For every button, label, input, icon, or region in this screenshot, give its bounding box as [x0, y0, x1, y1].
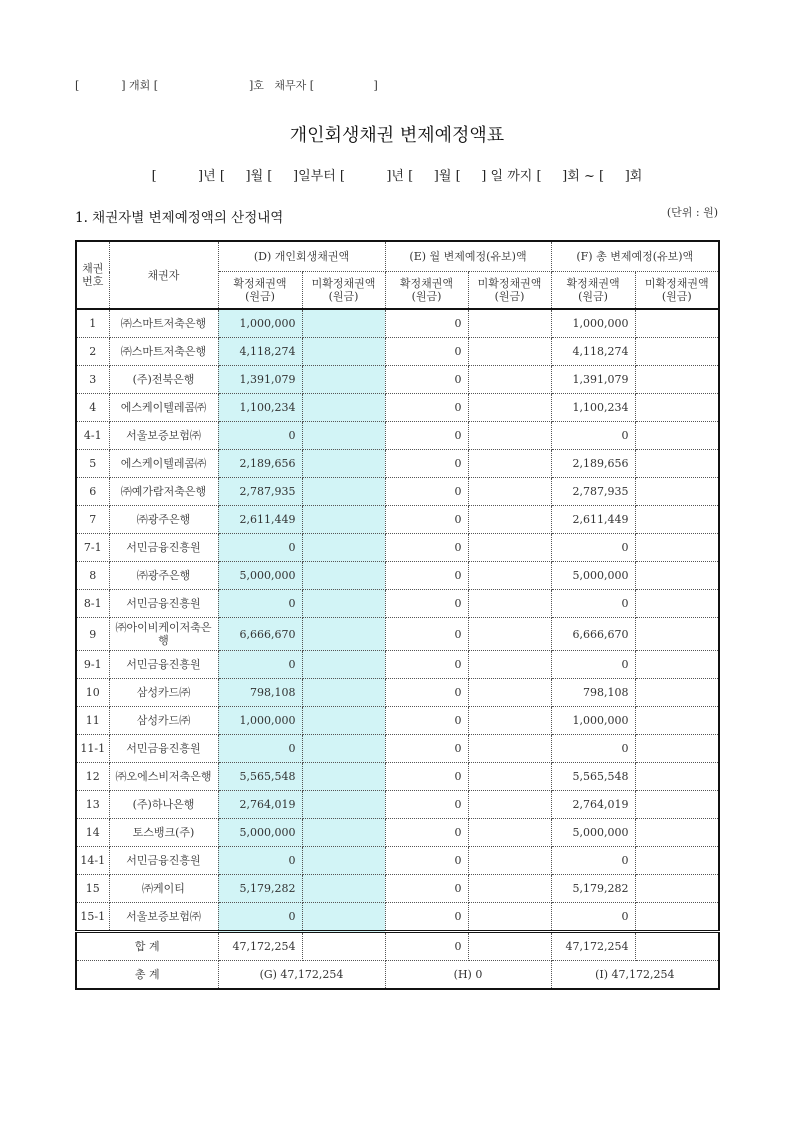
- e-confirmed: 0: [385, 366, 468, 394]
- header-e-unconfirmed: 미확정채권액 (원금): [468, 272, 551, 310]
- header-no: 채권 번호: [76, 241, 109, 309]
- table-row: [76, 903, 719, 932]
- d-confirmed: 0: [218, 590, 302, 618]
- row-no: 7: [76, 506, 109, 534]
- d-confirmed: 5,000,000: [218, 819, 302, 847]
- f-unconfirmed: [635, 534, 719, 562]
- d-confirmed: 2,611,449: [218, 506, 302, 534]
- d-confirmed: 5,179,282: [218, 875, 302, 903]
- e-confirmed: 0: [385, 735, 468, 763]
- d-confirmed: 0: [218, 534, 302, 562]
- table-row: [76, 394, 719, 422]
- table-row: [76, 562, 719, 590]
- e-unconfirmed: [468, 534, 551, 562]
- e-unconfirmed: [468, 478, 551, 506]
- f-confirmed: 4,118,274: [551, 338, 635, 366]
- e-unconfirmed: [468, 450, 551, 478]
- e-unconfirmed: [468, 847, 551, 875]
- f-unconfirmed: [635, 847, 719, 875]
- e-confirmed: 0: [385, 478, 468, 506]
- f-unconfirmed: [635, 478, 719, 506]
- table-row: [76, 506, 719, 534]
- f-confirmed: 1,100,234: [551, 394, 635, 422]
- row-no: 12: [76, 763, 109, 791]
- repayment-table: [75, 240, 720, 990]
- subtotal-e-unconf: [468, 932, 551, 961]
- row-creditor: ㈜아이비케이저축은행: [109, 618, 218, 651]
- table-row: [76, 534, 719, 562]
- period-line: [ ]년 [ ]월 [ ]일부터 [ ]년 [ ]월 [ ] 일 까지 [ ]회 ~ [ ]회: [151, 169, 643, 184]
- table-row: [76, 735, 719, 763]
- e-unconfirmed: [468, 707, 551, 735]
- f-unconfirmed: [635, 562, 719, 590]
- d-unconfirmed: [302, 735, 385, 763]
- f-confirmed: 2,787,935: [551, 478, 635, 506]
- e-confirmed: 0: [385, 338, 468, 366]
- e-confirmed: 0: [385, 562, 468, 590]
- table-row: [76, 309, 719, 338]
- d-unconfirmed: [302, 506, 385, 534]
- row-no: 4: [76, 394, 109, 422]
- d-unconfirmed: [302, 534, 385, 562]
- e-confirmed: 0: [385, 875, 468, 903]
- d-unconfirmed: [302, 450, 385, 478]
- row-creditor: 에스케이텔레콤㈜: [109, 394, 218, 422]
- f-unconfirmed: [635, 590, 719, 618]
- table-row: [76, 478, 719, 506]
- f-unconfirmed: [635, 791, 719, 819]
- total-label: 총 계: [76, 961, 218, 990]
- table-row: [76, 618, 719, 651]
- d-confirmed: 798,108: [218, 679, 302, 707]
- f-unconfirmed: [635, 819, 719, 847]
- e-unconfirmed: [468, 562, 551, 590]
- row-no: 15: [76, 875, 109, 903]
- e-unconfirmed: [468, 763, 551, 791]
- e-unconfirmed: [468, 819, 551, 847]
- f-confirmed: 2,764,019: [551, 791, 635, 819]
- row-creditor: ㈜케이티: [109, 875, 218, 903]
- d-confirmed: 2,189,656: [218, 450, 302, 478]
- total-g: (G) 47,172,254: [218, 961, 385, 990]
- table-row: [76, 707, 719, 735]
- table-row: [76, 450, 719, 478]
- f-confirmed: 6,666,670: [551, 618, 635, 651]
- f-unconfirmed: [635, 506, 719, 534]
- row-creditor: 서민금융진흥원: [109, 847, 218, 875]
- d-unconfirmed: [302, 478, 385, 506]
- subtotal-label: 합 계: [76, 932, 218, 961]
- row-creditor: ㈜예가람저축은행: [109, 478, 218, 506]
- row-no: 6: [76, 478, 109, 506]
- e-confirmed: 0: [385, 394, 468, 422]
- table-row: [76, 819, 719, 847]
- d-unconfirmed: [302, 562, 385, 590]
- d-unconfirmed: [302, 309, 385, 338]
- row-no: 10: [76, 679, 109, 707]
- row-no: 3: [76, 366, 109, 394]
- d-unconfirmed: [302, 394, 385, 422]
- total-i: (I) 47,172,254: [551, 961, 719, 990]
- e-confirmed: 0: [385, 903, 468, 932]
- f-confirmed: 1,391,079: [551, 366, 635, 394]
- row-creditor: ㈜오에스비저축은행: [109, 763, 218, 791]
- header-creditor: 채권자: [109, 241, 218, 309]
- f-unconfirmed: [635, 422, 719, 450]
- row-creditor: 서민금융진흥원: [109, 735, 218, 763]
- d-confirmed: 0: [218, 847, 302, 875]
- e-unconfirmed: [468, 791, 551, 819]
- e-unconfirmed: [468, 875, 551, 903]
- e-unconfirmed: [468, 651, 551, 679]
- e-unconfirmed: [468, 394, 551, 422]
- unit-label: (단위 : 원): [666, 206, 718, 219]
- e-unconfirmed: [468, 309, 551, 338]
- table-row: [76, 338, 719, 366]
- subtotal-row: [76, 932, 719, 961]
- e-unconfirmed: [468, 618, 551, 651]
- e-confirmed: 0: [385, 618, 468, 651]
- row-no: 11-1: [76, 735, 109, 763]
- table-row: [76, 679, 719, 707]
- table-row: [76, 875, 719, 903]
- f-unconfirmed: [635, 618, 719, 651]
- d-unconfirmed: [302, 590, 385, 618]
- f-unconfirmed: [635, 309, 719, 338]
- f-confirmed: 0: [551, 534, 635, 562]
- f-unconfirmed: [635, 875, 719, 903]
- e-unconfirmed: [468, 338, 551, 366]
- d-unconfirmed: [302, 903, 385, 932]
- header-group-e: (E) 월 변제예정(유보)액: [385, 241, 551, 272]
- table-row: [76, 763, 719, 791]
- e-unconfirmed: [468, 903, 551, 932]
- d-unconfirmed: [302, 366, 385, 394]
- d-confirmed: 0: [218, 422, 302, 450]
- f-unconfirmed: [635, 651, 719, 679]
- table-row: [76, 590, 719, 618]
- d-unconfirmed: [302, 422, 385, 450]
- e-unconfirmed: [468, 422, 551, 450]
- d-unconfirmed: [302, 707, 385, 735]
- e-confirmed: 0: [385, 309, 468, 338]
- total-h: (H) 0: [385, 961, 551, 990]
- case-number-line: [ ] 개회 [ ]호 채무자 [ ]: [75, 79, 378, 92]
- e-confirmed: 0: [385, 506, 468, 534]
- e-unconfirmed: [468, 735, 551, 763]
- d-unconfirmed: [302, 875, 385, 903]
- e-confirmed: 0: [385, 422, 468, 450]
- row-no: 1: [76, 309, 109, 338]
- f-unconfirmed: [635, 735, 719, 763]
- row-no: 8: [76, 562, 109, 590]
- row-creditor: 서민금융진흥원: [109, 534, 218, 562]
- d-confirmed: 1,391,079: [218, 366, 302, 394]
- f-confirmed: 0: [551, 903, 635, 932]
- header-e-confirmed: 확정채권액 (원금): [385, 272, 468, 310]
- d-confirmed: 2,787,935: [218, 478, 302, 506]
- table-row: [76, 651, 719, 679]
- subtotal-d-unconf: [302, 932, 385, 961]
- header-f-confirmed: 확정채권액 (원금): [551, 272, 635, 310]
- row-no: 7-1: [76, 534, 109, 562]
- f-confirmed: 2,611,449: [551, 506, 635, 534]
- table-row: [76, 791, 719, 819]
- d-unconfirmed: [302, 651, 385, 679]
- f-unconfirmed: [635, 450, 719, 478]
- header-group-d: (D) 개인회생채권액: [218, 241, 385, 272]
- f-confirmed: 0: [551, 735, 635, 763]
- header-f-unconfirmed: 미확정채권액 (원금): [635, 272, 719, 310]
- d-confirmed: 0: [218, 651, 302, 679]
- row-creditor: 에스케이텔레콤㈜: [109, 450, 218, 478]
- d-confirmed: 5,565,548: [218, 763, 302, 791]
- e-unconfirmed: [468, 590, 551, 618]
- f-confirmed: 798,108: [551, 679, 635, 707]
- d-confirmed: 2,764,019: [218, 791, 302, 819]
- d-confirmed: 1,100,234: [218, 394, 302, 422]
- f-unconfirmed: [635, 394, 719, 422]
- f-confirmed: 0: [551, 422, 635, 450]
- d-unconfirmed: [302, 819, 385, 847]
- e-confirmed: 0: [385, 651, 468, 679]
- row-creditor: ㈜광주은행: [109, 562, 218, 590]
- d-confirmed: 4,118,274: [218, 338, 302, 366]
- e-unconfirmed: [468, 506, 551, 534]
- d-confirmed: 6,666,670: [218, 618, 302, 651]
- f-unconfirmed: [635, 903, 719, 932]
- e-unconfirmed: [468, 679, 551, 707]
- row-creditor: ㈜광주은행: [109, 506, 218, 534]
- row-creditor: 서울보증보험㈜: [109, 903, 218, 932]
- row-creditor: 삼성카드㈜: [109, 707, 218, 735]
- e-confirmed: 0: [385, 819, 468, 847]
- row-creditor: 서민금융진흥원: [109, 590, 218, 618]
- f-confirmed: 5,179,282: [551, 875, 635, 903]
- row-no: 2: [76, 338, 109, 366]
- row-creditor: ㈜스마트저축은행: [109, 338, 218, 366]
- row-no: 8-1: [76, 590, 109, 618]
- e-confirmed: 0: [385, 847, 468, 875]
- e-confirmed: 0: [385, 791, 468, 819]
- d-confirmed: 0: [218, 735, 302, 763]
- d-unconfirmed: [302, 847, 385, 875]
- e-confirmed: 0: [385, 763, 468, 791]
- d-confirmed: 1,000,000: [218, 309, 302, 338]
- d-unconfirmed: [302, 618, 385, 651]
- table-row: [76, 847, 719, 875]
- row-no: 13: [76, 791, 109, 819]
- e-confirmed: 0: [385, 450, 468, 478]
- f-unconfirmed: [635, 707, 719, 735]
- d-unconfirmed: [302, 679, 385, 707]
- subtotal-d: 47,172,254: [218, 932, 302, 961]
- table-row: [76, 422, 719, 450]
- row-no: 9: [76, 618, 109, 651]
- e-confirmed: 0: [385, 707, 468, 735]
- row-no: 14-1: [76, 847, 109, 875]
- f-unconfirmed: [635, 338, 719, 366]
- f-confirmed: 1,000,000: [551, 707, 635, 735]
- f-unconfirmed: [635, 366, 719, 394]
- row-no: 15-1: [76, 903, 109, 932]
- f-confirmed: 0: [551, 590, 635, 618]
- row-creditor: 삼성카드㈜: [109, 679, 218, 707]
- header-d-confirmed: 확정채권액 (원금): [218, 272, 302, 310]
- subtotal-e: 0: [385, 932, 468, 961]
- row-creditor: 서민금융진흥원: [109, 651, 218, 679]
- f-unconfirmed: [635, 679, 719, 707]
- d-confirmed: 0: [218, 903, 302, 932]
- row-creditor: (주)전북은행: [109, 366, 218, 394]
- d-unconfirmed: [302, 791, 385, 819]
- table-row: [76, 366, 719, 394]
- header-d-unconfirmed: 미확정채권액 (원금): [302, 272, 385, 310]
- row-no: 4-1: [76, 422, 109, 450]
- section-title: 1. 채권자별 변제예정액의 산정내역: [75, 210, 284, 226]
- page-title: 개인회생채권 변제예정액표: [289, 125, 505, 146]
- e-unconfirmed: [468, 366, 551, 394]
- f-confirmed: 5,000,000: [551, 819, 635, 847]
- f-confirmed: 2,189,656: [551, 450, 635, 478]
- f-confirmed: 0: [551, 847, 635, 875]
- row-creditor: 토스뱅크(주): [109, 819, 218, 847]
- row-no: 14: [76, 819, 109, 847]
- d-unconfirmed: [302, 763, 385, 791]
- d-confirmed: 5,000,000: [218, 562, 302, 590]
- header-group-f: (F) 총 변제예정(유보)액: [551, 241, 719, 272]
- f-confirmed: 0: [551, 651, 635, 679]
- f-confirmed: 5,000,000: [551, 562, 635, 590]
- subtotal-f-unconf: [635, 932, 719, 961]
- row-no: 5: [76, 450, 109, 478]
- row-no: 11: [76, 707, 109, 735]
- row-no: 9-1: [76, 651, 109, 679]
- e-confirmed: 0: [385, 679, 468, 707]
- f-confirmed: 1,000,000: [551, 309, 635, 338]
- total-row: [76, 961, 719, 990]
- e-confirmed: 0: [385, 590, 468, 618]
- subtotal-f: 47,172,254: [551, 932, 635, 961]
- e-confirmed: 0: [385, 534, 468, 562]
- d-unconfirmed: [302, 338, 385, 366]
- row-creditor: 서울보증보험㈜: [109, 422, 218, 450]
- d-confirmed: 1,000,000: [218, 707, 302, 735]
- row-creditor: (주)하나은행: [109, 791, 218, 819]
- row-creditor: ㈜스마트저축은행: [109, 309, 218, 338]
- f-confirmed: 5,565,548: [551, 763, 635, 791]
- f-unconfirmed: [635, 763, 719, 791]
